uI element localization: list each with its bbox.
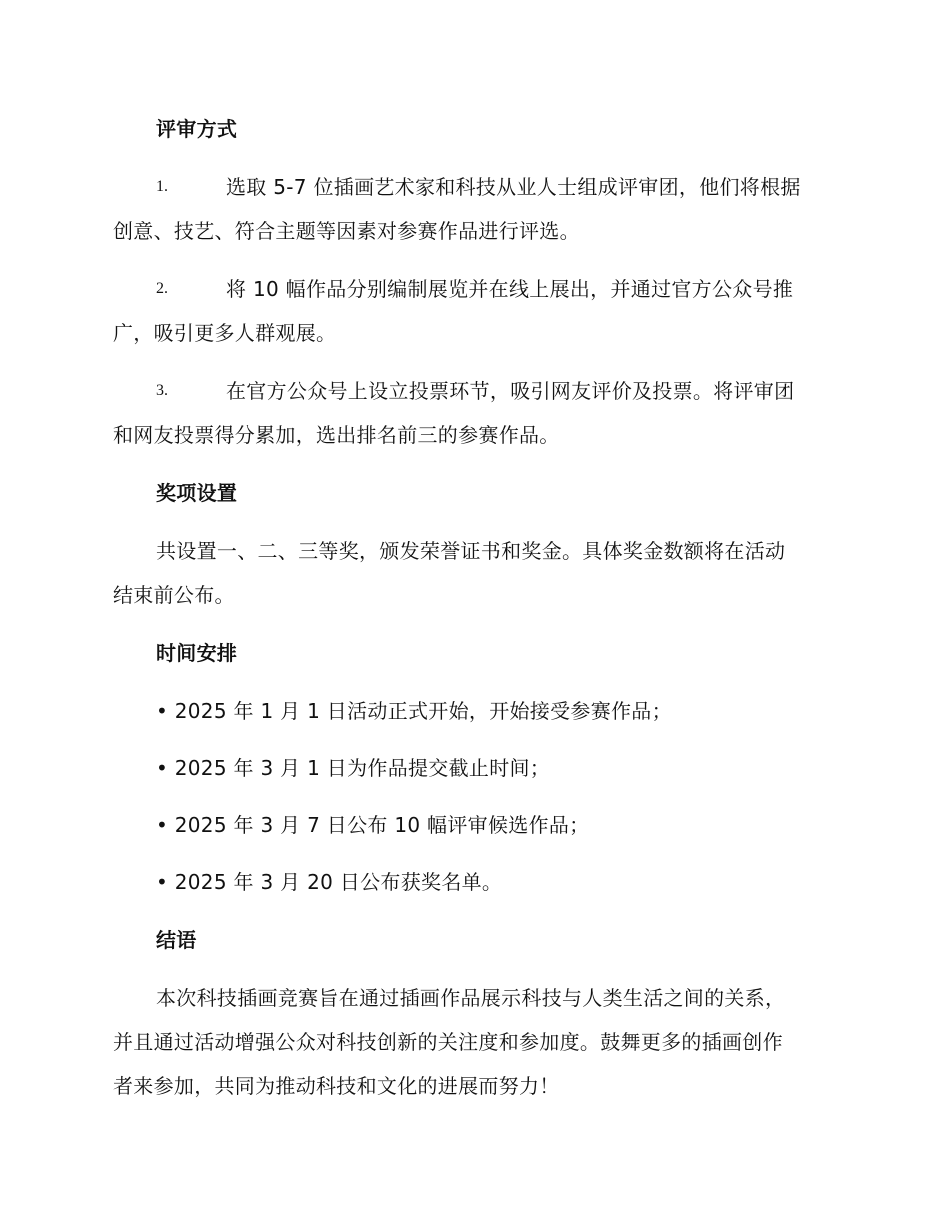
conclusion-heading: 结语 (156, 928, 197, 952)
review-item-3-number: 3. (156, 382, 168, 399)
review-item-2-line1: 将 10 幅作品分别编制展览并在线上展出，并通过官方公众号推 (226, 277, 794, 301)
schedule-item-3: • 2025 年 3 月 7 日公布 10 幅评审候选作品； (156, 813, 590, 837)
review-item-2-number: 2. (156, 280, 168, 297)
schedule-item-1: • 2025 年 1 月 1 日活动正式开始，开始接受参赛作品； (156, 699, 672, 723)
awards-line2: 结束前公布。 (113, 583, 235, 607)
awards-heading: 奖项设置 (156, 481, 238, 505)
review-item-3-line2: 和网友投票得分累加，选出排名前三的参赛作品。 (113, 423, 560, 447)
review-heading: 评审方式 (156, 117, 238, 141)
awards-line1: 共设置一、二、三等奖，颁发荣誉证书和奖金。具体奖金数额将在活动 (156, 539, 786, 563)
conclusion-line3: 者来参加，共同为推动科技和文化的进展而努力！ (113, 1074, 560, 1098)
schedule-heading: 时间安排 (156, 641, 238, 665)
conclusion-line2: 并且通过活动增强公众对科技创新的关注度和参加度。鼓舞更多的插画创作 (113, 1030, 783, 1054)
review-item-2-line2: 广，吸引更多人群观展。 (113, 321, 337, 345)
review-item-3-line1: 在官方公众号上设立投票环节，吸引网友评价及投票。将评审团 (226, 379, 795, 403)
schedule-item-2: • 2025 年 3 月 1 日为作品提交截止时间； (156, 756, 551, 780)
schedule-item-4: • 2025 年 3 月 20 日公布获奖名单。 (156, 870, 503, 894)
review-item-1-number: 1. (156, 178, 168, 195)
review-item-1-line1: 选取 5-7 位插画艺术家和科技从业人士组成评审团，他们将根据 (226, 175, 801, 199)
conclusion-line1: 本次科技插画竞赛旨在通过插画作品展示科技与人类生活之间的关系， (156, 986, 786, 1010)
review-item-1-line2: 创意、技艺、符合主题等因素对参赛作品进行评选。 (113, 219, 580, 243)
